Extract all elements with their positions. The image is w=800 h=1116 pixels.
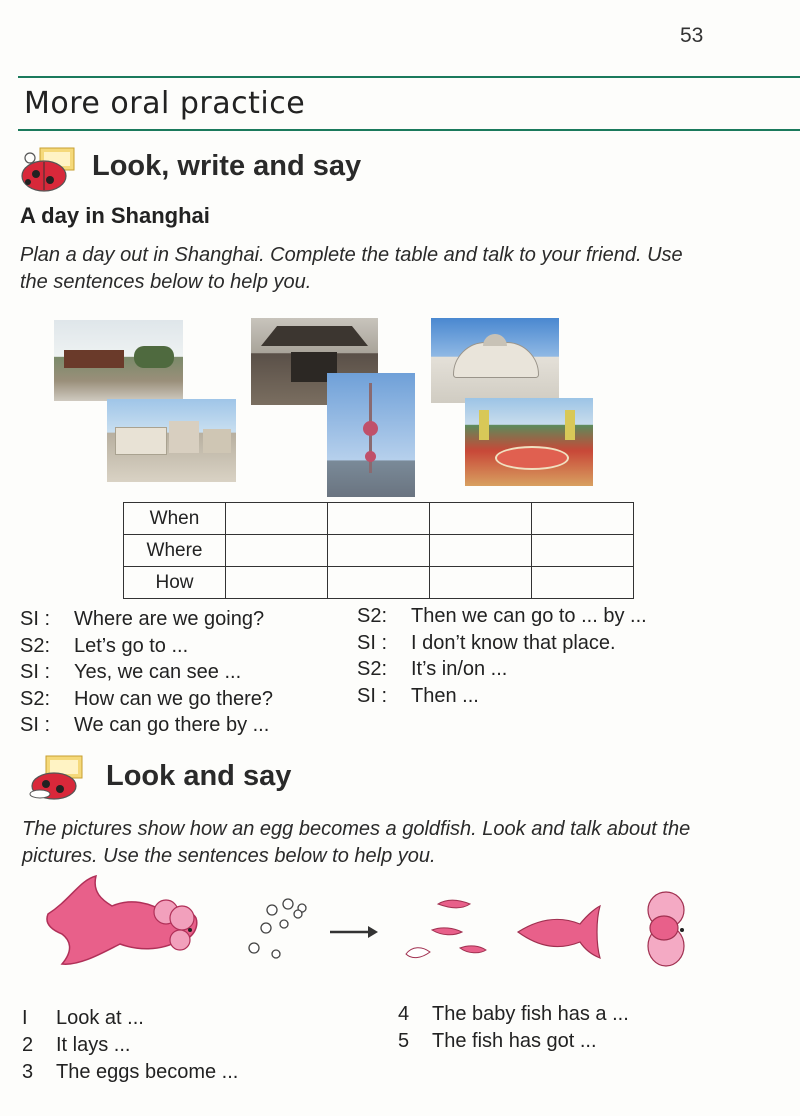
goldfish-lifecycle-illustration bbox=[40, 870, 700, 976]
part1-heading: Look, write and say bbox=[92, 150, 362, 182]
speaker: SI : bbox=[357, 684, 388, 707]
dialog-line bbox=[20, 659, 350, 686]
eggs-icon bbox=[249, 899, 306, 958]
dialog-line bbox=[20, 712, 350, 739]
young-goldfish-icon bbox=[518, 906, 600, 958]
speaker: SI : bbox=[357, 631, 388, 654]
list-number: 2 bbox=[22, 1034, 34, 1056]
dialog-text: Yes, we can see ... bbox=[74, 661, 242, 683]
speaker: S2: bbox=[20, 687, 51, 710]
dialog-line bbox=[357, 630, 777, 657]
list-number: 4 bbox=[398, 1003, 410, 1025]
table-row bbox=[124, 535, 634, 567]
part2-instructions: The pictures show how an egg becomes a goldfish. Look and talk about the pictures. Use the sentences below to help you. bbox=[22, 818, 691, 867]
table-cell[interactable] bbox=[226, 535, 328, 567]
dialog-line bbox=[20, 686, 350, 713]
table-cell[interactable] bbox=[226, 503, 328, 535]
speaker: S2: bbox=[357, 605, 388, 627]
list-item bbox=[22, 1059, 352, 1086]
list-text: The eggs become ... bbox=[56, 1061, 239, 1083]
dialog-text: I don’t know that place. bbox=[411, 631, 616, 654]
dialog-text: How can we go there? bbox=[74, 687, 274, 710]
ladybug-icon bbox=[18, 146, 80, 194]
list-text: It lays ... bbox=[56, 1034, 131, 1056]
speaker: SI : bbox=[20, 608, 51, 630]
grown-goldfish-icon bbox=[648, 892, 684, 966]
dialog-text: Let’s go to ... bbox=[74, 634, 189, 657]
table-cell[interactable] bbox=[226, 567, 328, 599]
table-cell[interactable] bbox=[328, 567, 430, 599]
table-cell[interactable] bbox=[430, 503, 532, 535]
baby-fish-icon bbox=[406, 900, 486, 957]
adult-goldfish-icon bbox=[47, 876, 197, 964]
list-number: 5 bbox=[398, 1030, 410, 1052]
part1-subheading: A day in Shanghai bbox=[20, 203, 210, 228]
speaker: S2: bbox=[20, 634, 51, 657]
dialog-line bbox=[357, 603, 777, 630]
row-label-where: Where bbox=[124, 535, 226, 567]
section-rule bbox=[18, 129, 800, 131]
list-text: Look at ... bbox=[56, 1007, 144, 1029]
table-row bbox=[124, 567, 634, 599]
row-label-when: When bbox=[124, 503, 226, 535]
plan-table bbox=[123, 502, 634, 599]
list-item bbox=[22, 1032, 352, 1059]
table-row bbox=[124, 503, 634, 535]
speaker: SI : bbox=[20, 661, 51, 683]
table-cell[interactable] bbox=[328, 503, 430, 535]
list-left bbox=[22, 1005, 352, 1086]
dialog-line bbox=[357, 683, 777, 710]
table-cell[interactable] bbox=[532, 535, 634, 567]
speaker: S2: bbox=[357, 658, 388, 680]
list-item bbox=[398, 1028, 758, 1055]
photo-square-fountain bbox=[465, 398, 593, 486]
dialog-text: Where are we going? bbox=[74, 608, 265, 630]
list-text: The fish has got ... bbox=[432, 1030, 597, 1052]
speaker: SI : bbox=[20, 714, 51, 736]
part2-heading: Look and say bbox=[106, 760, 292, 792]
photo-square-park bbox=[54, 320, 183, 401]
part1-instructions: Plan a day out in Shanghai. Complete the table and talk to your friend. Use the sentences below to help you. bbox=[20, 244, 683, 293]
photo-museum bbox=[431, 318, 559, 403]
table-cell[interactable] bbox=[430, 567, 532, 599]
top-rule bbox=[18, 76, 800, 78]
dialog-line bbox=[20, 606, 350, 633]
list-number: 3 bbox=[22, 1061, 34, 1083]
photo-bund bbox=[107, 399, 236, 482]
section-title: More oral practice bbox=[24, 86, 306, 121]
list-number: I bbox=[22, 1007, 28, 1029]
dialog-left bbox=[20, 606, 350, 739]
dialog-text: Then ... bbox=[411, 684, 479, 707]
table-cell[interactable] bbox=[328, 535, 430, 567]
dialog-text: We can go there by ... bbox=[74, 714, 270, 736]
arrow-right-icon bbox=[330, 926, 378, 938]
list-text: The baby fish has a ... bbox=[432, 1003, 629, 1025]
page-number: 53 bbox=[680, 24, 704, 47]
row-label-how: How bbox=[124, 567, 226, 599]
dialog-line bbox=[20, 633, 350, 660]
table-cell[interactable] bbox=[532, 567, 634, 599]
dialog-right bbox=[357, 603, 777, 709]
dialog-line bbox=[357, 656, 777, 683]
ladybug-icon bbox=[26, 754, 88, 802]
list-item bbox=[22, 1005, 352, 1032]
dialog-text: It’s in/on ... bbox=[411, 658, 508, 680]
photo-tv-tower bbox=[327, 373, 415, 497]
list-right bbox=[398, 1001, 758, 1055]
list-item bbox=[398, 1001, 758, 1028]
table-cell[interactable] bbox=[532, 503, 634, 535]
table-cell[interactable] bbox=[430, 535, 532, 567]
dialog-text: Then we can go to ... by ... bbox=[411, 605, 647, 627]
